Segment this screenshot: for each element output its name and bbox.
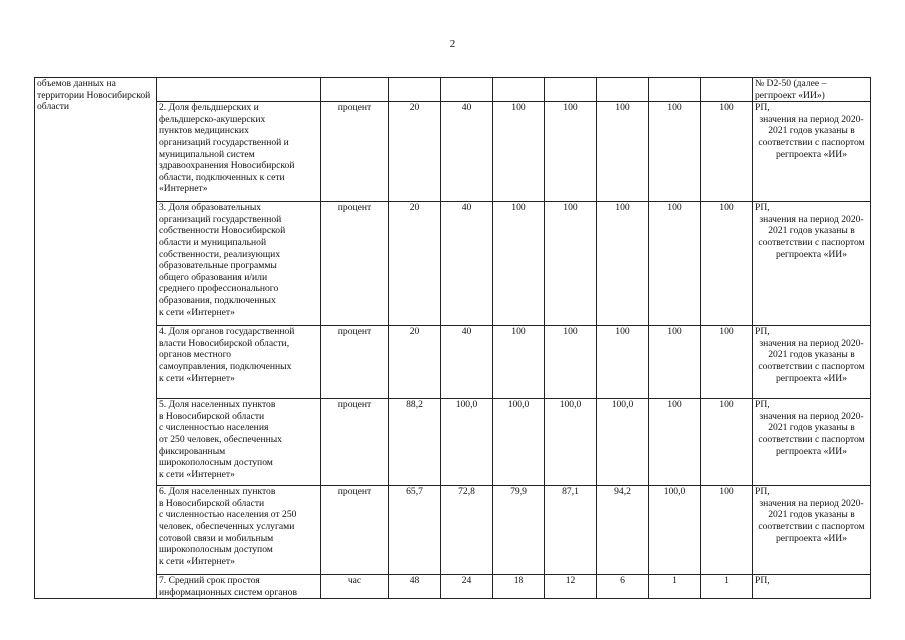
empty-cell (493, 78, 545, 102)
value-cell: 100 (649, 102, 701, 202)
value-cell: 18 (493, 575, 545, 599)
value-cell: 100 (701, 102, 753, 202)
indicator-text: 6. Доля населенных пунктов в Новосибирской области с численностью населения от 250 человек, обеспеченных услугами сотовой связи и мобильным широкополосным доступом к сети «Интернет» (159, 486, 297, 567)
unit-cell: процент (321, 202, 389, 326)
note-text: значения на период 2020-2021 годов указаны в соответствии с паспортом регпроекта «ИИ» (758, 337, 865, 384)
note-text: значения на период 2020-2021 годов указаны в соответствии с паспортом регпроекта «ИИ» (758, 410, 865, 457)
value-cell: 100 (545, 202, 597, 326)
note-cell (753, 202, 871, 326)
indicator-text: 5. Доля населенных пунктов в Новосибирской области с численностью населения от 250 человек, обеспеченных фиксированным широкополосным доступом к сети «Интернет» (159, 399, 282, 480)
value-cell: 100,0 (441, 399, 493, 486)
indicator-cell (157, 399, 321, 486)
table-row (35, 202, 871, 326)
indicators-table (34, 77, 871, 599)
value-cell: 20 (389, 202, 441, 326)
indicator-text: 2. Доля фельдшерских и фельдшерско-акушерских пунктов медицинских организаций государственной и муниципальной систем здравоохранения Новосибирской области, подключенных к сети «Интернет» (159, 102, 295, 195)
value-cell: 100 (701, 486, 753, 575)
note-source: РП, (755, 102, 770, 114)
value-cell: 88,2 (389, 399, 441, 486)
table-row (35, 575, 871, 599)
unit-cell: процент (321, 399, 389, 486)
value-cell: 6 (597, 575, 649, 599)
table-row (35, 486, 871, 575)
value-cell: 100 (597, 202, 649, 326)
value-cell: 40 (441, 102, 493, 202)
indicator-text: 3. Доля образовательных организаций государственной собственности Новосибирской области и муниципальной собственности, реализующих образовательные программы общего образования и/или среднего профессионального образования, подключенных к сети «Интернет» (159, 202, 286, 318)
note-source: РП, (755, 486, 770, 498)
page-number: 2 (449, 38, 456, 50)
table-row (35, 326, 871, 399)
value-cell: 24 (441, 575, 493, 599)
indicator-cell (157, 486, 321, 575)
value-cell: 100 (701, 326, 753, 399)
value-cell: 100 (701, 202, 753, 326)
unit-cell: процент (321, 326, 389, 399)
value-cell: 48 (389, 575, 441, 599)
empty-cell (545, 78, 597, 102)
indicator-cell (157, 326, 321, 399)
table-row (35, 399, 871, 486)
note-cell (753, 326, 871, 399)
value-cell: 100 (493, 102, 545, 202)
section-label-cell (35, 78, 157, 599)
note-text: значения на период 2020-2021 годов указаны в соответствии с паспортом регпроекта «ИИ» (758, 213, 865, 260)
note-source: РП, (755, 575, 770, 587)
empty-cell (701, 78, 753, 102)
empty-cell (157, 78, 321, 102)
note-cell (753, 399, 871, 486)
value-cell: 100 (493, 326, 545, 399)
value-cell: 100,0 (597, 399, 649, 486)
indicator-cell (157, 102, 321, 202)
note-text: значения на период 2020-2021 годов указаны в соответствии с паспортом регпроекта «ИИ» (758, 497, 865, 544)
note-cell (753, 78, 871, 102)
table-row (35, 102, 871, 202)
value-cell: 100 (493, 202, 545, 326)
value-cell: 100 (545, 326, 597, 399)
unit-cell: процент (321, 102, 389, 202)
value-cell: 100 (701, 399, 753, 486)
indicator-text: 4. Доля органов государственной власти Новосибирской области, органов местного самоуправления, подключенных к сети «Интернет» (159, 326, 295, 384)
value-cell: 87,1 (545, 486, 597, 575)
note-text: № D2-50 (далее – регпроект «ИИ») (755, 78, 827, 101)
table-row (35, 78, 871, 102)
value-cell: 79,9 (493, 486, 545, 575)
section-label: объемов данных на территории Новосибирской области (37, 78, 151, 113)
value-cell: 1 (701, 575, 753, 599)
value-cell: 40 (441, 202, 493, 326)
note-source: РП, (755, 326, 770, 338)
note-cell (753, 486, 871, 575)
value-cell: 20 (389, 102, 441, 202)
empty-cell (389, 78, 441, 102)
note-cell (753, 575, 871, 599)
value-cell: 100 (649, 202, 701, 326)
value-cell: 72,8 (441, 486, 493, 575)
empty-cell (649, 78, 701, 102)
value-cell: 100 (649, 326, 701, 399)
indicator-cell (157, 575, 321, 599)
value-cell: 20 (389, 326, 441, 399)
note-source: РП, (755, 399, 770, 411)
value-cell: 100 (545, 102, 597, 202)
value-cell: 40 (441, 326, 493, 399)
value-cell: 100,0 (545, 399, 597, 486)
unit-cell: процент (321, 486, 389, 575)
value-cell: 94,2 (597, 486, 649, 575)
note-text: значения на период 2020-2021 годов указаны в соответствии с паспортом регпроекта «ИИ» (758, 113, 865, 160)
note-source: РП, (755, 202, 770, 214)
indicator-cell (157, 202, 321, 326)
unit-cell: час (321, 575, 389, 599)
empty-cell (321, 78, 389, 102)
value-cell: 100 (649, 399, 701, 486)
empty-cell (441, 78, 493, 102)
value-cell: 100,0 (493, 399, 545, 486)
value-cell: 100,0 (649, 486, 701, 575)
value-cell: 100 (597, 102, 649, 202)
note-cell (753, 102, 871, 202)
value-cell: 100 (597, 326, 649, 399)
value-cell: 65,7 (389, 486, 441, 575)
value-cell: 12 (545, 575, 597, 599)
empty-cell (597, 78, 649, 102)
value-cell: 1 (649, 575, 701, 599)
indicator-text: 7. Средний срок простоя информационных систем органов (159, 575, 297, 598)
